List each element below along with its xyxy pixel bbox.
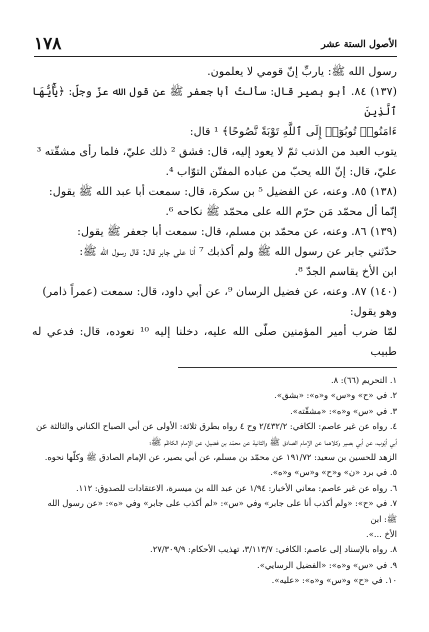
footnote: أبي أيّوب، عن أبي بصير وكلاهما عن الإمام الصادق ﷺ والثانية عن محمّد بن فضيل، عن الإمام الكاظم ﷺ؛ bbox=[149, 436, 397, 447]
footnote: ٢. في «ح» و«س» و«ه»: «بشق». bbox=[274, 390, 397, 401]
footnote: ٤. رواه عن غير عاصم: الكافي: ٢/٤٣٢/٢ وح ٤ رواه بطرق ثلاثة: الأولى عن أبي الصباح الكناني والثالثة عن bbox=[35, 421, 397, 432]
text-line: إنّما أل محمّد مَن حرّم الله على محمّد ﷺ نكاحه ⁶. bbox=[165, 205, 397, 218]
footnote: ٧. في «ح»: «ولم أكذب أنا على جابر» وفي «س»: «لم أكذب على جابر» وفي «ه»: «عن رسول الله ﷺ: ابن bbox=[47, 498, 397, 524]
footnote: ٦. رواه عن غير عاصم: معاني الأخبار: ١/٩٤ عن عبد الله بن ميسرة، الاعتقادات للصدوق: ١١٢. bbox=[75, 482, 397, 493]
footnote: ٩. في «س» و«ه»: «الفضيل الرسايي». bbox=[257, 559, 397, 570]
text-line: يتوب العبد من الذنب ثمّ لا يعود إليه، قال: فشق ² ذلك عليّ، فلما رأى مشقّته ³ bbox=[36, 145, 397, 158]
text-line: (١٤٠) ٨٧. وعنه، عن فضيل الرسان ⁹، عن أبي داود، قال: سمعت (عمراً ذامر) bbox=[42, 285, 397, 298]
footnote: ١٠. في «ح» و«س» و«ه»: «عليه». bbox=[271, 575, 397, 586]
page-number: ١٧٨ bbox=[34, 34, 62, 54]
footnote: ١. التحريم (٦٦): ٨. bbox=[330, 375, 397, 385]
footnotes bbox=[32, 373, 397, 589]
running-title: الأصول الستة عشر bbox=[321, 38, 397, 50]
text-line: حدّثني جابر عن رسول الله ﷺ ولم أكذبك ⁷ أنا على جابر قال: قال رسول الله ﷺ: bbox=[79, 245, 397, 258]
footnote: الأخ ...». bbox=[366, 529, 397, 540]
text-line: لمّا ضرب أمير المؤمنين صلّى الله عليه، دخلنا إليه ¹⁰ نعوده، قال: فدعي له طبيب bbox=[32, 325, 397, 358]
text-line: عليّ، قال: إنّ الله يحبّ من عباده المفتّن التوّاب ⁴. bbox=[165, 165, 397, 178]
footnote: ٥. في برد «ن» و«ح» و«س» و«ه». bbox=[270, 467, 397, 478]
text-line: (١٣٧) ٨٤. أبو بصير قال: سألتُ أبا جعفر ﷺ عن قول الله عزّ وجلّ: ﴿يَٰٓأَيُّهَا ٱلَّذِينَ bbox=[32, 85, 398, 118]
text-line: (١٣٩) ٨٦. وعنه، عن محمّد بن مسلم، قال: سمعت أبا جعفر ﷺ يقول: bbox=[77, 225, 397, 238]
text-line: رسول الله ﷺ: ياربِّ إنّ قومي لا يعلمون. bbox=[207, 65, 397, 78]
footnote: ٣. في «س» و«ه»: «مشقّته». bbox=[290, 405, 397, 416]
text-line: (١٣٨) ٨٥. وعنه، عن الفضيل ⁵ بن سكرة، قال: سمعت أبا عبد الله ﷺ يقول: bbox=[48, 185, 397, 198]
footnote: الزهد للحسين بن سعيد: ١٩١/٧٢ عن محمّد بن مسلم، عن أبي بصير، عن الإمام الصادق ﷺ وكلّها نحوه. bbox=[44, 452, 397, 463]
page-header bbox=[34, 32, 397, 56]
text-line: ءَامَنُوا۟ تُوبُوٓا۟ إِلَى ٱللَّهِ تَوْبَةً نَّصُوحًا﴾ ¹ قال: bbox=[189, 125, 397, 138]
main-text bbox=[32, 62, 397, 362]
footnote: ٨. رواه بالإسناد إلى عاصم: الكافي: ٣/١١٣/٧، تهذيب الأحكام: ٢٧/٣٠٩/٩. bbox=[150, 544, 397, 555]
footnote-divider bbox=[178, 367, 397, 368]
header-divider bbox=[34, 56, 397, 57]
text-line: ابن الأخ يقاسم الجدّ ⁸. bbox=[294, 265, 397, 278]
text-line: وهو يقول: bbox=[349, 305, 397, 318]
